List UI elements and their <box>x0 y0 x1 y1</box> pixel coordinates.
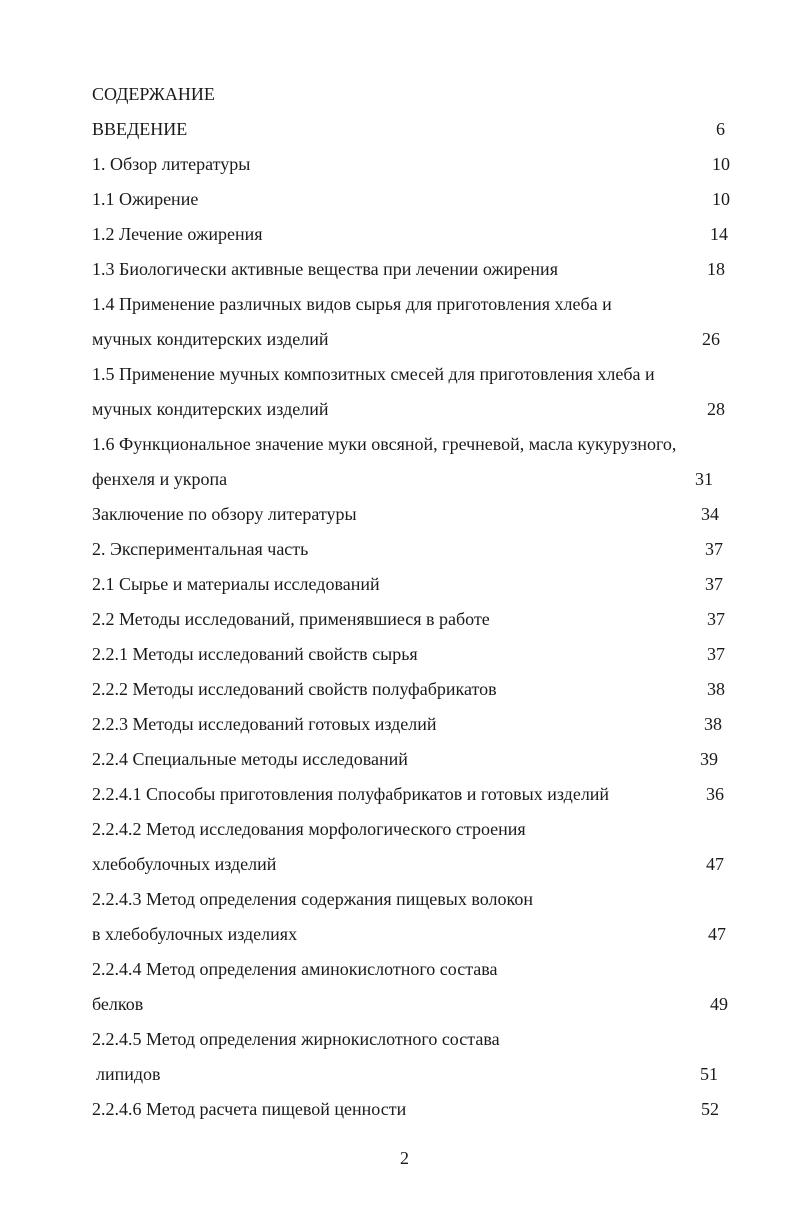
toc-entry-text: липидов <box>96 1064 161 1084</box>
toc-entry-text: 2.2.4.5 Метод определения жирнокислотного состава <box>92 1029 500 1049</box>
toc-entry-text: 2.2 Методы исследований, применявшиеся в работе <box>92 609 490 629</box>
toc-entry-text: 2. Экспериментальная часть <box>92 539 309 559</box>
toc-entry-text: 1.6 Функциональное значение муки овсяной, гречневой, масла кукурузного, <box>92 434 677 454</box>
toc-entry-text: мучных кондитерских изделий <box>92 399 329 419</box>
toc-entry-page: 52 <box>701 1099 719 1119</box>
toc-entry-page: 47 <box>706 854 724 874</box>
toc-entry-page: 31 <box>695 469 713 489</box>
toc-entry-text: 1.5 Применение мучных композитных смесей для приготовления хлеба и <box>92 364 655 384</box>
toc-entry-page: 38 <box>704 714 722 734</box>
toc-entry-text: 2.2.3 Методы исследований готовых изделий <box>92 714 437 734</box>
toc-entry-text: 1. Обзор литературы <box>92 154 251 174</box>
toc-entry-page: 6 <box>716 119 725 139</box>
toc-entry-page: 37 <box>707 644 725 664</box>
toc-entry-page: 18 <box>707 259 725 279</box>
toc-entry-text: 2.2.1 Методы исследований свойств сырья <box>92 644 418 664</box>
toc-entry-text: 2.2.4.6 Метод расчета пищевой ценности <box>92 1099 407 1119</box>
toc-entry-text: белков <box>92 994 144 1014</box>
toc-entry-page: 37 <box>705 574 723 594</box>
toc-entry-text: Заключение по обзору литературы <box>92 504 357 524</box>
toc-entry-text: 1.3 Биологически активные вещества при лечении ожирения <box>92 259 558 279</box>
toc-entry-page: 37 <box>707 609 725 629</box>
toc-entry-text: 1.4 Применение различных видов сырья для приготовления хлеба и <box>92 294 612 314</box>
toc-entry-text: 2.1 Сырье и материалы исследований <box>92 574 380 594</box>
toc-entry-page: 34 <box>701 504 719 524</box>
toc-entry-page: 14 <box>710 224 728 244</box>
toc-entry-page: 26 <box>702 329 720 349</box>
toc-entry-text: 2.2.4.2 Метод исследования морфологического строения <box>92 819 526 839</box>
toc-entry-text: 2.2.4.3 Метод определения содержания пищевых волокон <box>92 889 533 909</box>
toc-entry-page: 36 <box>706 784 724 804</box>
toc-entry-text: 2.2.4.1 Способы приготовления полуфабрикатов и готовых изделий <box>92 784 610 804</box>
toc-entry-page: 10 <box>712 189 730 209</box>
toc-entry-page: 51 <box>700 1064 718 1084</box>
toc-entry-text: в хлебобулочных изделиях <box>92 924 298 944</box>
toc-entry-page: 28 <box>707 399 725 419</box>
toc-entry-text: 1.1 Ожирение <box>92 189 199 209</box>
toc-entry-text: ВВЕДЕНИЕ <box>92 119 188 139</box>
toc-entry-page: 38 <box>707 679 725 699</box>
toc-entry-text: мучных кондитерских изделий <box>92 329 329 349</box>
toc-entry-page: 49 <box>710 994 728 1014</box>
toc-entry-text: 2.2.4 Специальные методы исследований <box>92 749 408 769</box>
toc-entry-text: 2.2.4.4 Метод определения аминокислотного состава <box>92 959 498 979</box>
toc-entry-page: 39 <box>700 749 718 769</box>
toc-heading: СОДЕРЖАНИЕ <box>92 84 215 104</box>
toc-entry-text: фенхеля и укропа <box>92 469 228 489</box>
toc-entry-page: 10 <box>712 154 730 174</box>
toc-entry-page: 37 <box>705 539 723 559</box>
toc-entry-text: 2.2.2 Методы исследований свойств полуфабрикатов <box>92 679 497 699</box>
toc-entry-text: 1.2 Лечение ожирения <box>92 224 263 244</box>
toc-entry-page: 47 <box>708 924 726 944</box>
page-number: 2 <box>400 1148 409 1168</box>
toc-entry-text: хлебобулочных изделий <box>92 854 277 874</box>
